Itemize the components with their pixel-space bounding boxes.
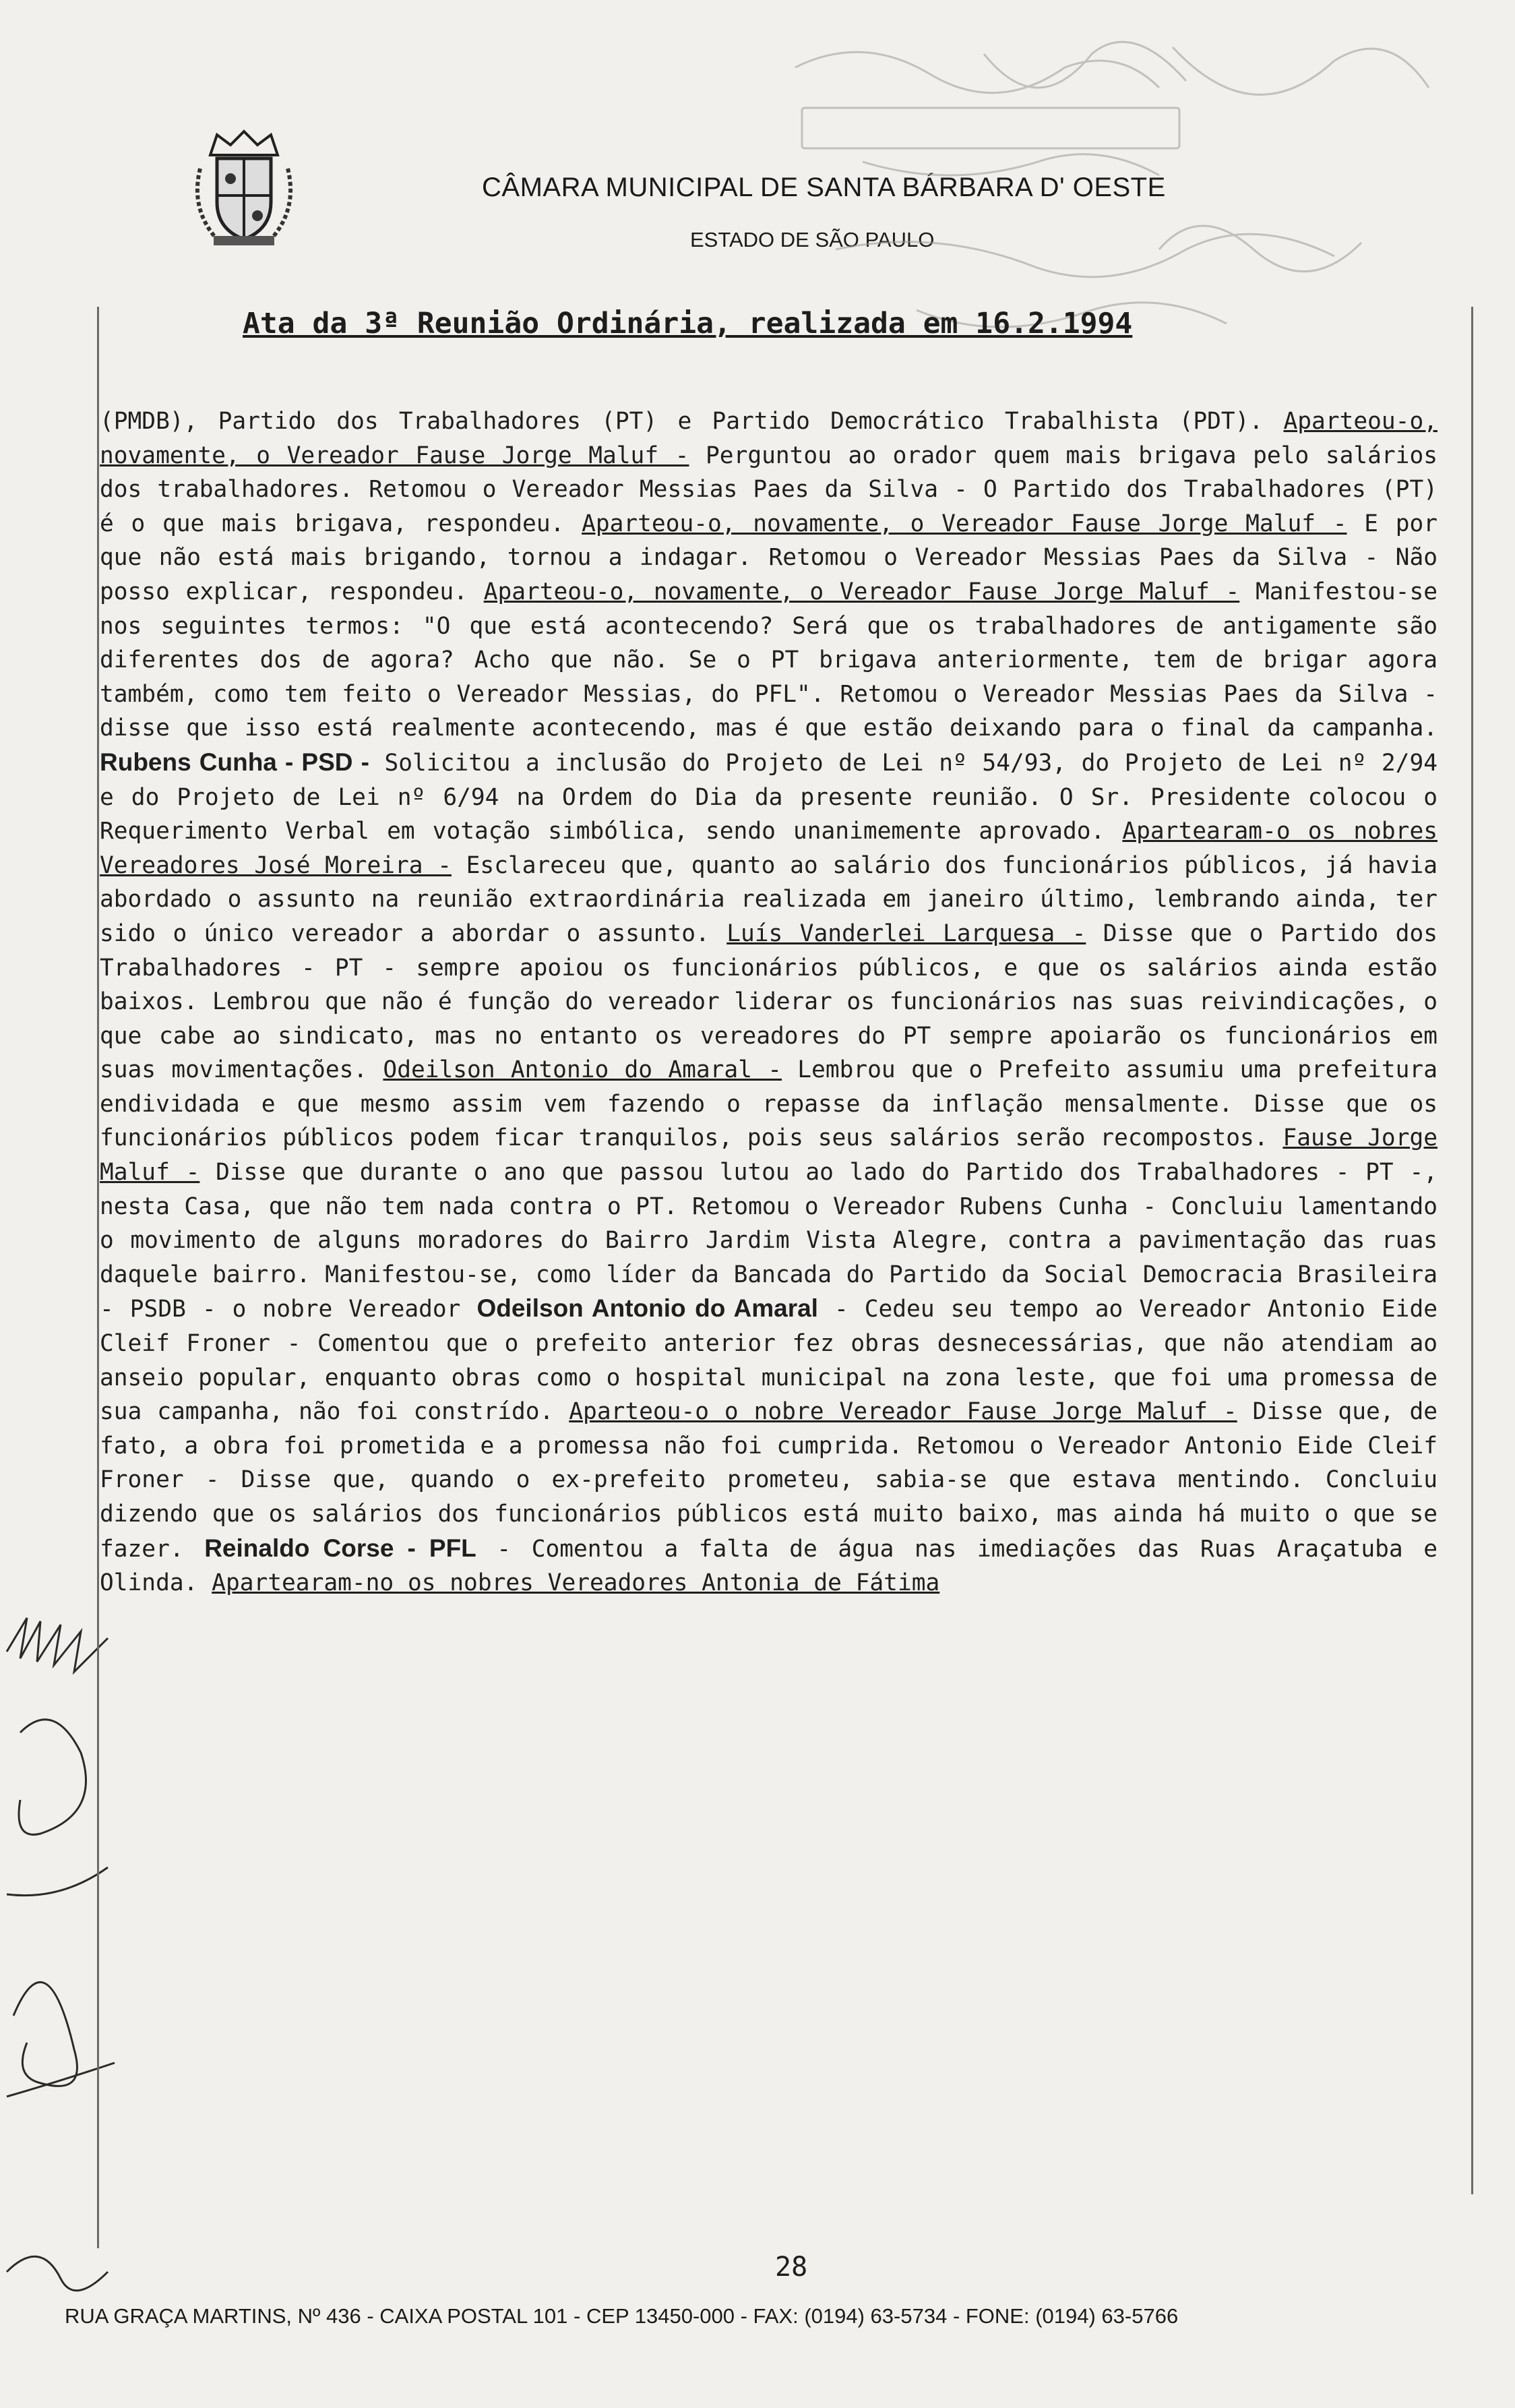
minutes-text: Solicitou a inclusão do Projeto de Lei nº 54/93, do Projeto de Lei nº 2/94 e do Projeto de Lei nº 6/94 na Ordem do Dia da presente reunião. O Sr. Presidente colocou o Requerimento Verbal em votação simbólica, sendo unanimemente aprovado. xyxy=(100,749,1437,845)
underlined-speaker: Aparteou-o, novamente, o Vereador Fause Jorge Maluf - xyxy=(100,408,1437,469)
right-margin-rule xyxy=(1471,307,1473,2194)
minutes-text: Perguntou ao orador quem mais brigava pelo salários dos trabalhadores. Retomou o Vereador Messias Paes da Silva - O Partido dos Trabalhadores (PT) é o que mais brigava, respondeu. xyxy=(100,442,1437,537)
left-margin-rule xyxy=(97,307,99,2248)
underlined-speaker: Aparteou-o, novamente, o Vereador Fause Jorge Maluf - xyxy=(483,578,1240,605)
coat-of-arms-icon xyxy=(190,128,298,249)
underlined-speaker: Aparteou-o o nobre Vereador Fause Jorge Maluf - xyxy=(569,1398,1237,1426)
minutes-text: - Comentou a falta de água nas imediações das Ruas Araçatuba e Olinda. xyxy=(100,1535,1437,1597)
bold-speaker: Rubens Cunha - PSD - xyxy=(100,748,369,776)
underlined-speaker: Luís Vanderlei Larquesa - xyxy=(726,920,1086,947)
minutes-text: Manifestou-se nos seguintes termos: "O que está acontecendo? Será que os trabalhadores de antigamente são diferentes dos de agora? Acho que não. Se o PT brigava anteriormente, tem de brigar agora também, como tem feito o Vereador Messias, do PFL". Retomou o Vereador Messias Paes da Silva - disse que isso está realmente acontecendo, mas é que estão deixando para o final da campanha. xyxy=(100,578,1437,742)
underlined-speaker: Apartearam-o os nobres Vereadores José Moreira - xyxy=(100,818,1437,879)
underlined-speaker: Odeilson Antonio do Amaral - xyxy=(383,1056,782,1084)
bold-speaker: Reinaldo Corse - PFL xyxy=(204,1534,476,1562)
minutes-text: Disse que durante o ano que passou lutou ao lado do Partido dos Trabalhadores - PT -, nesta Casa, que não tem nada contra o PT. Retomou o Vereador Rubens Cunha - Concluiu lamentando o movimento de alguns moradores do Bairro Jardim Vista Alegre, contra a pavimentação das ruas daquele bairro. Manifestou-se, como líder da Bancada do Partido da Social Democracia Brasileira - PSDB - o nobre Vereador xyxy=(100,1159,1437,1323)
bold-speaker: Odeilson Antonio do Amaral xyxy=(476,1294,818,1323)
minutes-text: Disse que o Partido dos Trabalhadores - PT - sempre apoiou os funcionários públicos, e que os salários ainda estão baixos. Lembrou que não é função do vereador liderar os funcionários nas suas reivindicações, o que cabe ao sindicato, mas no entanto os vereadores do PT sempre apoiarão os funcionários em suas movimentações. xyxy=(100,920,1437,1084)
institution-title: CÂMARA MUNICIPAL DE SANTA BÁRBARA D' OESTE xyxy=(482,173,1166,202)
minutes-text: E por que não está mais brigando, tornou a indagar. Retomou o Vereador Messias Paes da Silva - Não posso explicar, respondeu. xyxy=(100,510,1438,605)
minutes-text: Disse que, de fato, a obra foi prometida e a promessa não foi cumprida. Retomou o Vereador Antonio Eide Cleif Froner - Disse que, quando o ex-prefeito prometeu, sabia-se que estava mentindo. Concluiu dizendo que os salários dos funcionários públicos está muito baixo, mas ainda há muito o que se fazer. xyxy=(100,1398,1437,1563)
institution-subtitle: ESTADO DE SÃO PAULO xyxy=(690,228,935,251)
document-title: Ata da 3ª Reunião Ordinária, realizada em 16.2.1994 xyxy=(243,307,1133,340)
address-footer: RUA GRAÇA MARTINS, Nº 436 - CAIXA POSTAL 101 - CEP 13450-000 - FAX: (0194) 63-5734 - FONE: (0194) 63-5766 xyxy=(65,2304,1179,2328)
minutes-text: Lembrou que o Prefeito assumiu uma prefeitura endividada e que mesmo assim vem fazendo o repasse da inflação mensalmente. Disse que os funcionários públicos podem ficar tranquilos, pois seus salários serão recompostos. xyxy=(100,1056,1437,1152)
minutes-body xyxy=(100,404,1437,1600)
minutes-text: Esclareceu que, quanto ao salário dos funcionários públicos, já havia abordado o assunto na reunião extraordinária realizada em janeiro último, lembrando ainda, ter sido o único vereador a abordar o assunto. xyxy=(100,851,1437,947)
margin-signatures-icon xyxy=(0,1611,128,2319)
minutes-text: (PMDB), Partido dos Trabalhadores (PT) e Partido Democrático Trabalhista (PDT). xyxy=(100,408,1284,435)
minutes-text: - Cedeu seu tempo ao Vereador Antonio Eide Cleif Froner - Comentou que o prefeito anterior fez obras desnecessárias, que não atendiam ao anseio popular, enquanto obras como o hospital municipal na zona leste, que foi uma promessa de sua campanha, não foi constrído. xyxy=(100,1296,1437,1426)
minutes-paragraph xyxy=(100,404,1437,1600)
underlined-speaker: Apartearam-no os nobres Vereadores Antonia de Fátima xyxy=(212,1569,940,1597)
page-number: 28 xyxy=(775,2252,808,2283)
underlined-speaker: Aparteou-o, novamente, o Vereador Fause Jorge Maluf - xyxy=(582,510,1347,537)
underlined-speaker: Fause Jorge Maluf - xyxy=(100,1124,1438,1186)
